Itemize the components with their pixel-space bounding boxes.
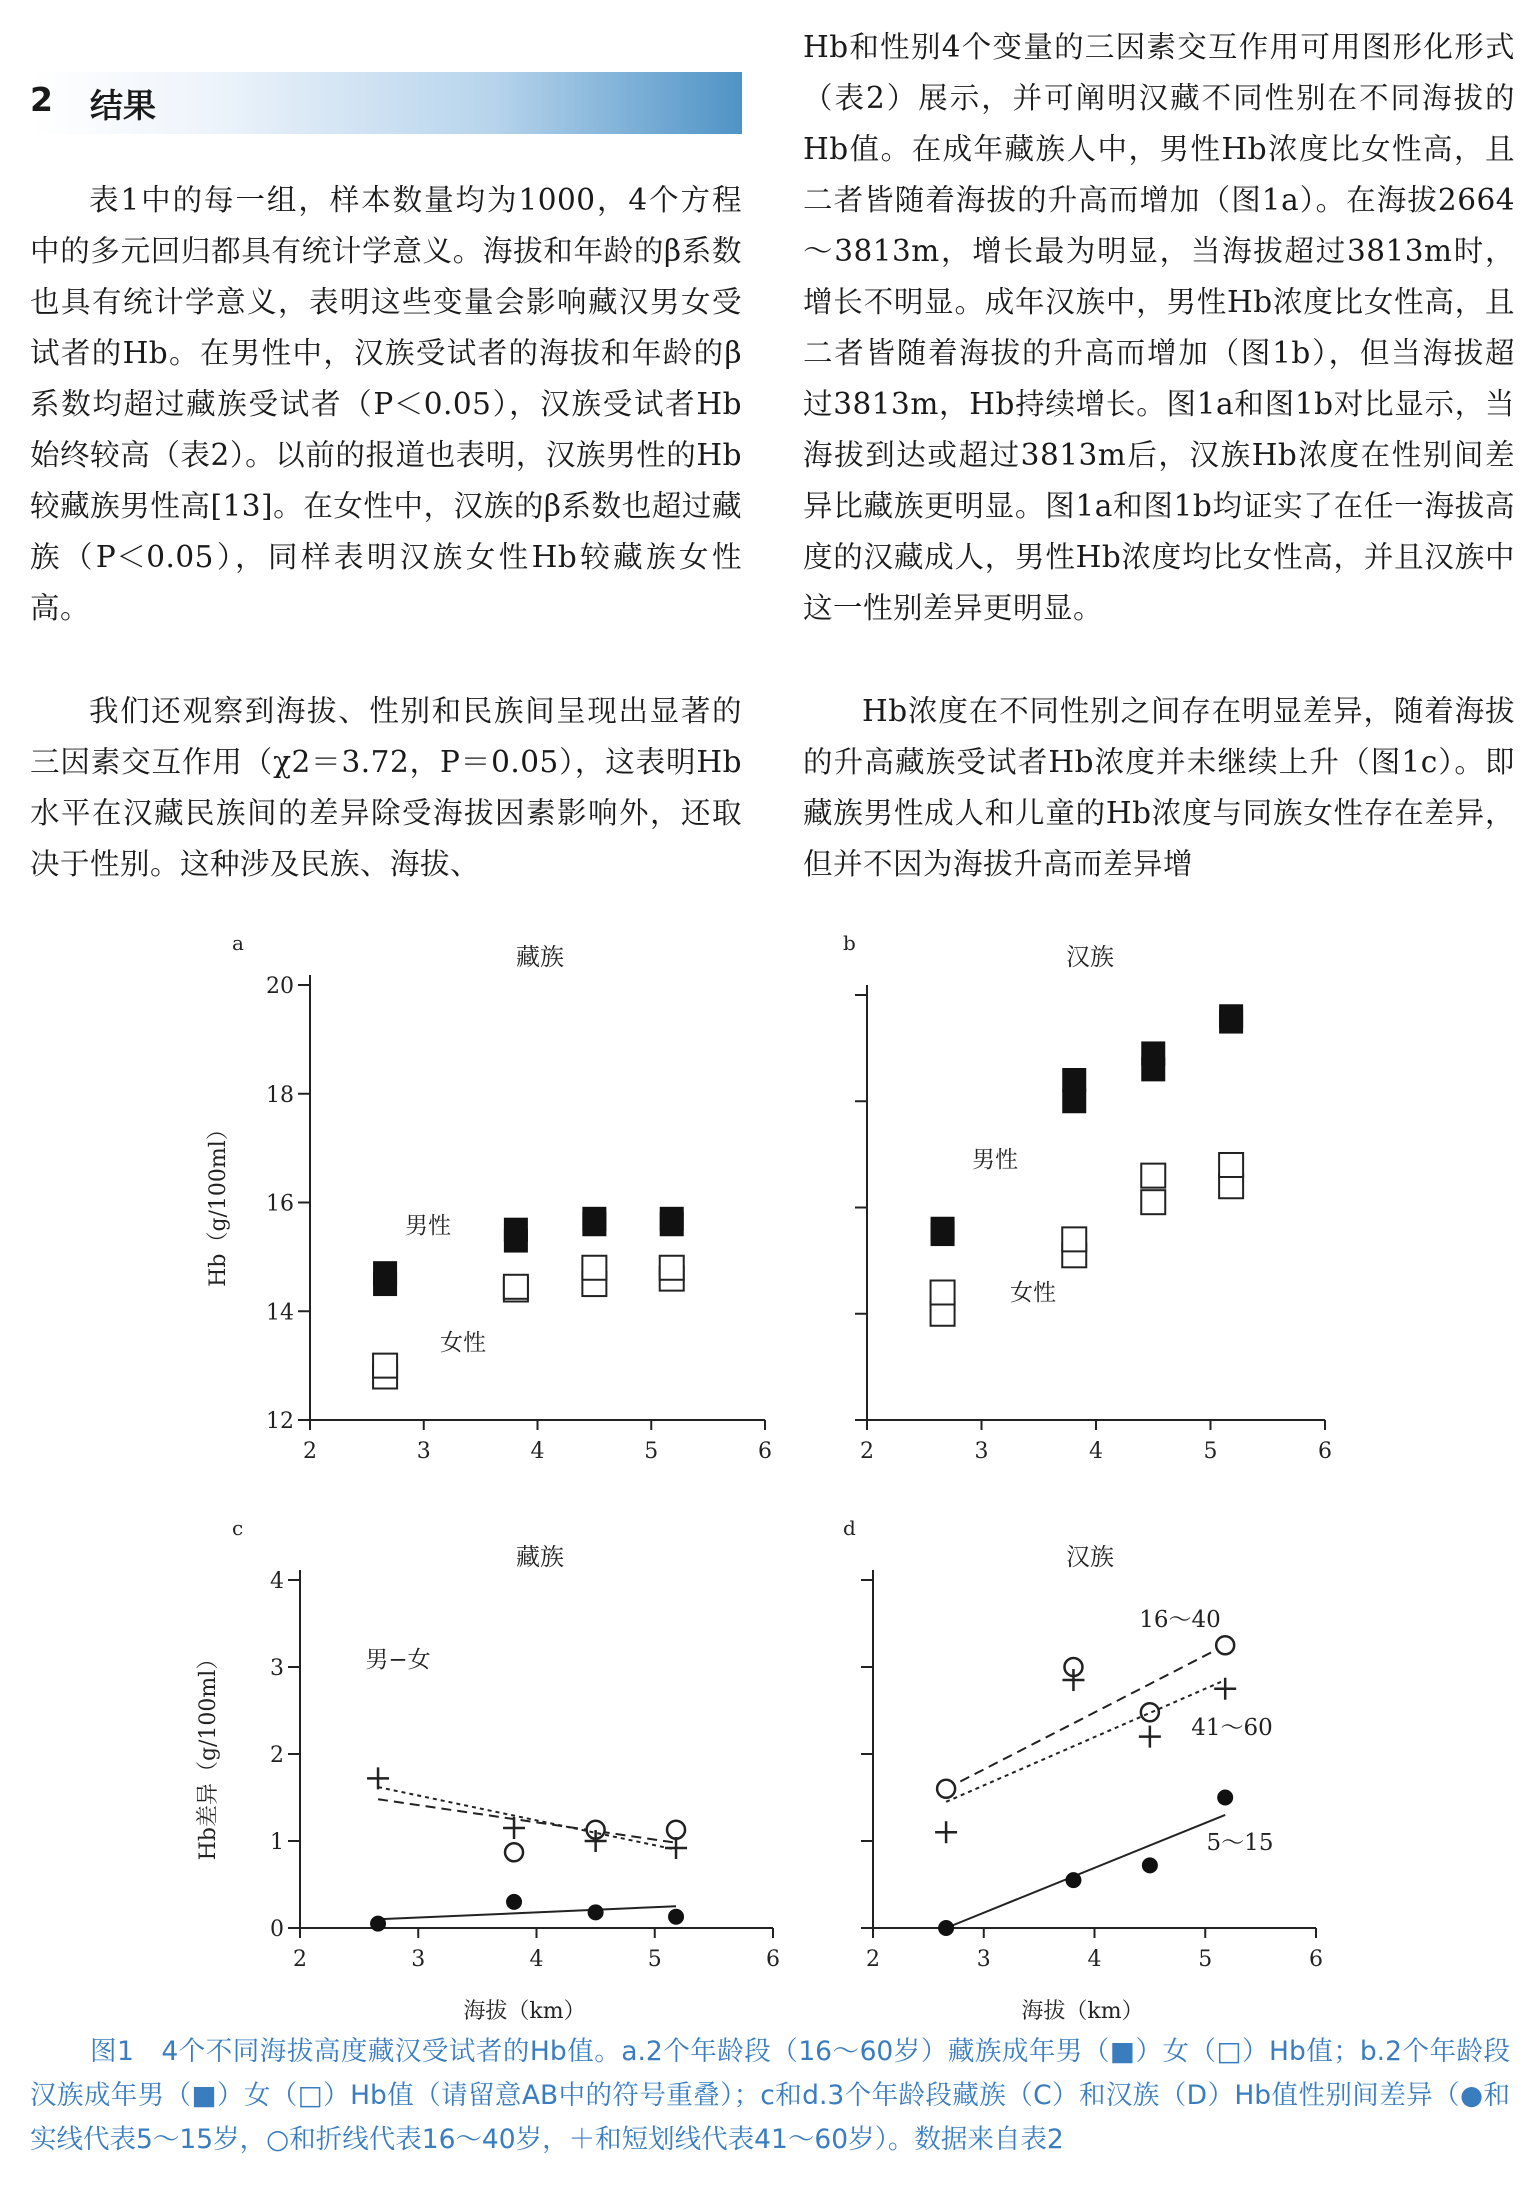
- panel-b-point-male: [1219, 1004, 1243, 1028]
- panel-d-fit-line-5～15: [946, 1815, 1225, 1928]
- panel-c-x-tick-label: 4: [529, 1947, 544, 1972]
- panel-d-point-5-15: [938, 1920, 954, 1936]
- panel-d-series-label: 16～40: [1139, 1607, 1221, 1633]
- panel-a-series-label: 女性: [440, 1330, 486, 1356]
- panel-a-y-tick-label: 16: [266, 1191, 294, 1217]
- panel-b-point-male: [1062, 1068, 1086, 1092]
- panel-b-series-label: 女性: [1010, 1280, 1056, 1306]
- panel-d-x-tick-label: 6: [1309, 1947, 1323, 1972]
- panel-a-x-tick-label: 4: [530, 1439, 545, 1464]
- panel-a-y-tick-label: 14: [266, 1300, 294, 1326]
- panel-a-point-male: [660, 1207, 684, 1231]
- panel-c-letter: c: [232, 1516, 244, 1540]
- panel-b-series-label: 男性: [972, 1147, 1018, 1173]
- section-number: 2: [30, 80, 53, 119]
- panel-a-y-tick-label: 12: [266, 1409, 294, 1434]
- panel-b-letter: b: [843, 931, 856, 955]
- paragraph-4: Hb浓度在不同性别之间存在明显差异，随着海拔的升高藏族受试者Hb浓度并未继续上升（图1c）。即藏族男性成人和儿童的Hb浓度与同族女性存在差异，但并不因为海拔升高而差异增: [803, 694, 1515, 881]
- panel-d-point-16-40: [1216, 1636, 1234, 1654]
- panel-c-x-tick-label: 2: [293, 1947, 307, 1972]
- panel-a-x-tick-label: 3: [416, 1439, 431, 1464]
- paragraph-3: Hb和性别4个变量的三因素交互作用可用图形化形式（表2）展示，并可阐明汉藏不同性别在不同海拔的Hb值。在成年藏族人中，男性Hb浓度比女性高，且二者皆随着海拔的升高而增加（图1a）。在海拔2664～3813m，增长最为明显，当海拔超过3813m时，增长不明显。成年汉族中，男性Hb浓度比女性高，且二者皆随着海拔的升高而增加（图1b），但当海拔超过3813m，Hb持续增长。图1a和图1b对比显示，当海拔到达或超过3813m后，汉族Hb浓度在性别间差异比藏族更明显。图1a和图1b均证实了在任一海拔高度的汉藏成人，男性Hb浓度均比女性高，并且汉族中这一性别差异更明显。: [803, 30, 1515, 625]
- panel-a-point-male: [504, 1218, 528, 1242]
- panel-d-x-tick-label: 5: [1198, 1947, 1213, 1972]
- panel-b-x-tick-label: 5: [1203, 1439, 1218, 1464]
- panel-c-annotation: 男−女: [365, 1647, 431, 1673]
- panel-d-series-label: 5～15: [1206, 1830, 1274, 1856]
- panel-d-point-5-15: [1217, 1790, 1233, 1806]
- panel-b-x-tick-label: 3: [974, 1439, 989, 1464]
- panel-b-point-female: [931, 1281, 955, 1305]
- panel-a-point-female: [504, 1275, 528, 1299]
- panel-b-x-tick-label: 4: [1089, 1439, 1103, 1464]
- panel-d-point-5-15: [1142, 1857, 1158, 1873]
- panel-c-point-41-60: [665, 1837, 687, 1859]
- panel-a-y-tick-label: 18: [266, 1082, 294, 1108]
- panel-c-point-41-60: [367, 1767, 389, 1789]
- panel-a-series-label: 男性: [405, 1213, 451, 1239]
- panel-c-point-5-15: [506, 1894, 522, 1910]
- panel-a-y-label: Hb（g/100ml）: [206, 1118, 231, 1287]
- panel-a-point-female: [582, 1256, 606, 1280]
- panel-c-y-tick-label: 4: [270, 1569, 284, 1594]
- paragraph-1: 表1中的每一组，样本数量均为1000，4个方程中的多元回归都具有统计学意义。海拔和年龄的β系数也具有统计学意义，表明这些变量会影响藏汉男女受试者的Hb。在男性中，汉族受试者的海拔和年龄的β系数均超过藏族受试者（P＜0.05），汉族受试者Hb始终较高（表2）。以前的报道也表明，汉族男性的Hb较藏族男性高[13]。在女性中，汉族的β系数也超过藏族（P＜0.05），同样表明汉族女性Hb较藏族女性高。: [30, 183, 742, 625]
- panel-c-y-tick-label: 2: [270, 1743, 284, 1768]
- panel-d-point-41-60: [1139, 1726, 1161, 1748]
- panel-b-point-male: [1141, 1041, 1165, 1065]
- panel-d-fit-line-16～40: [946, 1645, 1225, 1789]
- panel-c-fit-line-41～60: [378, 1787, 676, 1850]
- panel-b-point-female: [1141, 1164, 1165, 1188]
- panel-c-y-tick-label: 3: [270, 1656, 284, 1681]
- panel-a-point-male: [582, 1207, 606, 1231]
- panel-b-point-female: [1062, 1227, 1086, 1251]
- panel-b-x-tick-label: 2: [860, 1439, 874, 1464]
- panel-d-x-tick-label: 3: [976, 1947, 991, 1972]
- paragraph-2: 我们还观察到海拔、性别和民族间呈现出显著的三因素交互作用（χ2＝3.72，P＝0.05），这表明Hb水平在汉藏民族间的差异除受海拔因素影响外，还取决于性别。这种涉及民族、海拔、: [30, 694, 742, 881]
- panel-a-title: 藏族: [516, 943, 564, 971]
- panel-a-x-tick-label: 5: [644, 1439, 659, 1464]
- panel-b-x-tick-label: 6: [1318, 1439, 1332, 1464]
- panel-d-point-41-60: [935, 1821, 957, 1843]
- panel-c-y-tick-label: 0: [270, 1917, 284, 1942]
- panel-d-point-5-15: [1065, 1872, 1081, 1888]
- panel-a-x-tick-label: 2: [303, 1439, 317, 1464]
- panel-d-point-41-60: [1214, 1678, 1236, 1700]
- panel-d-x-tick-label: 4: [1087, 1947, 1102, 1972]
- panel-a-point-female: [660, 1256, 684, 1280]
- panel-c-x-tick-label: 5: [647, 1947, 662, 1972]
- panel-c-fit-line-16～40: [378, 1799, 676, 1843]
- panel-b-point-female: [1219, 1153, 1243, 1177]
- panel-c-x-tick-label: 3: [411, 1947, 426, 1972]
- panel-d-series-label: 41～60: [1191, 1715, 1273, 1741]
- panel-d-title: 汉族: [1066, 1543, 1114, 1571]
- panel-a-point-male: [373, 1261, 397, 1285]
- panel-b-title: 汉族: [1066, 943, 1114, 971]
- panel-b-point-male: [1062, 1089, 1086, 1113]
- panel-c-point-5-15: [370, 1916, 386, 1932]
- panel-a-y-tick-label: 20: [266, 974, 294, 999]
- panel-c-point-16-40: [505, 1843, 523, 1861]
- panel-d-fit-line-41～60: [946, 1680, 1225, 1802]
- panel-d-letter: d: [843, 1516, 856, 1540]
- panel-d-point-16-40: [937, 1780, 955, 1798]
- panel-c-point-5-15: [588, 1904, 604, 1920]
- panel-c-y-label: Hb差异（g/100ml）: [196, 1647, 221, 1861]
- figure-caption: 图1 4个不同海拔高度藏汉受试者的Hb值。a.2个年龄段（16～60岁）藏族成年男（■）女（□）Hb值；b.2个年龄段汉族成年男（■）女（□）Hb值（请留意AB中的符号重叠）；c和d.3个年龄段藏族（C）和汉族（D）Hb值性别间差异（●和实线代表5～15岁，○和折线代表16～40岁，＋和短划线代表41～60岁）。数据来自表2: [30, 2036, 1510, 2155]
- panel-c-y-tick-label: 1: [270, 1830, 284, 1855]
- panel-a-letter: a: [232, 931, 244, 955]
- panel-c-title: 藏族: [516, 1543, 564, 1571]
- section-title: 结果: [90, 86, 156, 125]
- panel-d-point-16-40: [1141, 1703, 1159, 1721]
- panel-c-point-16-40: [667, 1821, 685, 1839]
- panel-d-x-label: 海拔（km）: [1021, 1999, 1144, 2024]
- panel-c-point-5-15: [668, 1909, 684, 1925]
- panel-b-point-female: [1141, 1190, 1165, 1214]
- panel-b-point-male: [931, 1217, 955, 1241]
- panel-c-fit-line-5～15: [378, 1906, 676, 1919]
- panel-a-x-tick-label: 6: [758, 1439, 772, 1464]
- panel-c-x-tick-label: 6: [766, 1947, 780, 1972]
- panel-d-x-tick-label: 2: [866, 1947, 880, 1972]
- panel-a-point-female: [373, 1354, 397, 1378]
- panel-c-x-label: 海拔（km）: [463, 1999, 586, 2024]
